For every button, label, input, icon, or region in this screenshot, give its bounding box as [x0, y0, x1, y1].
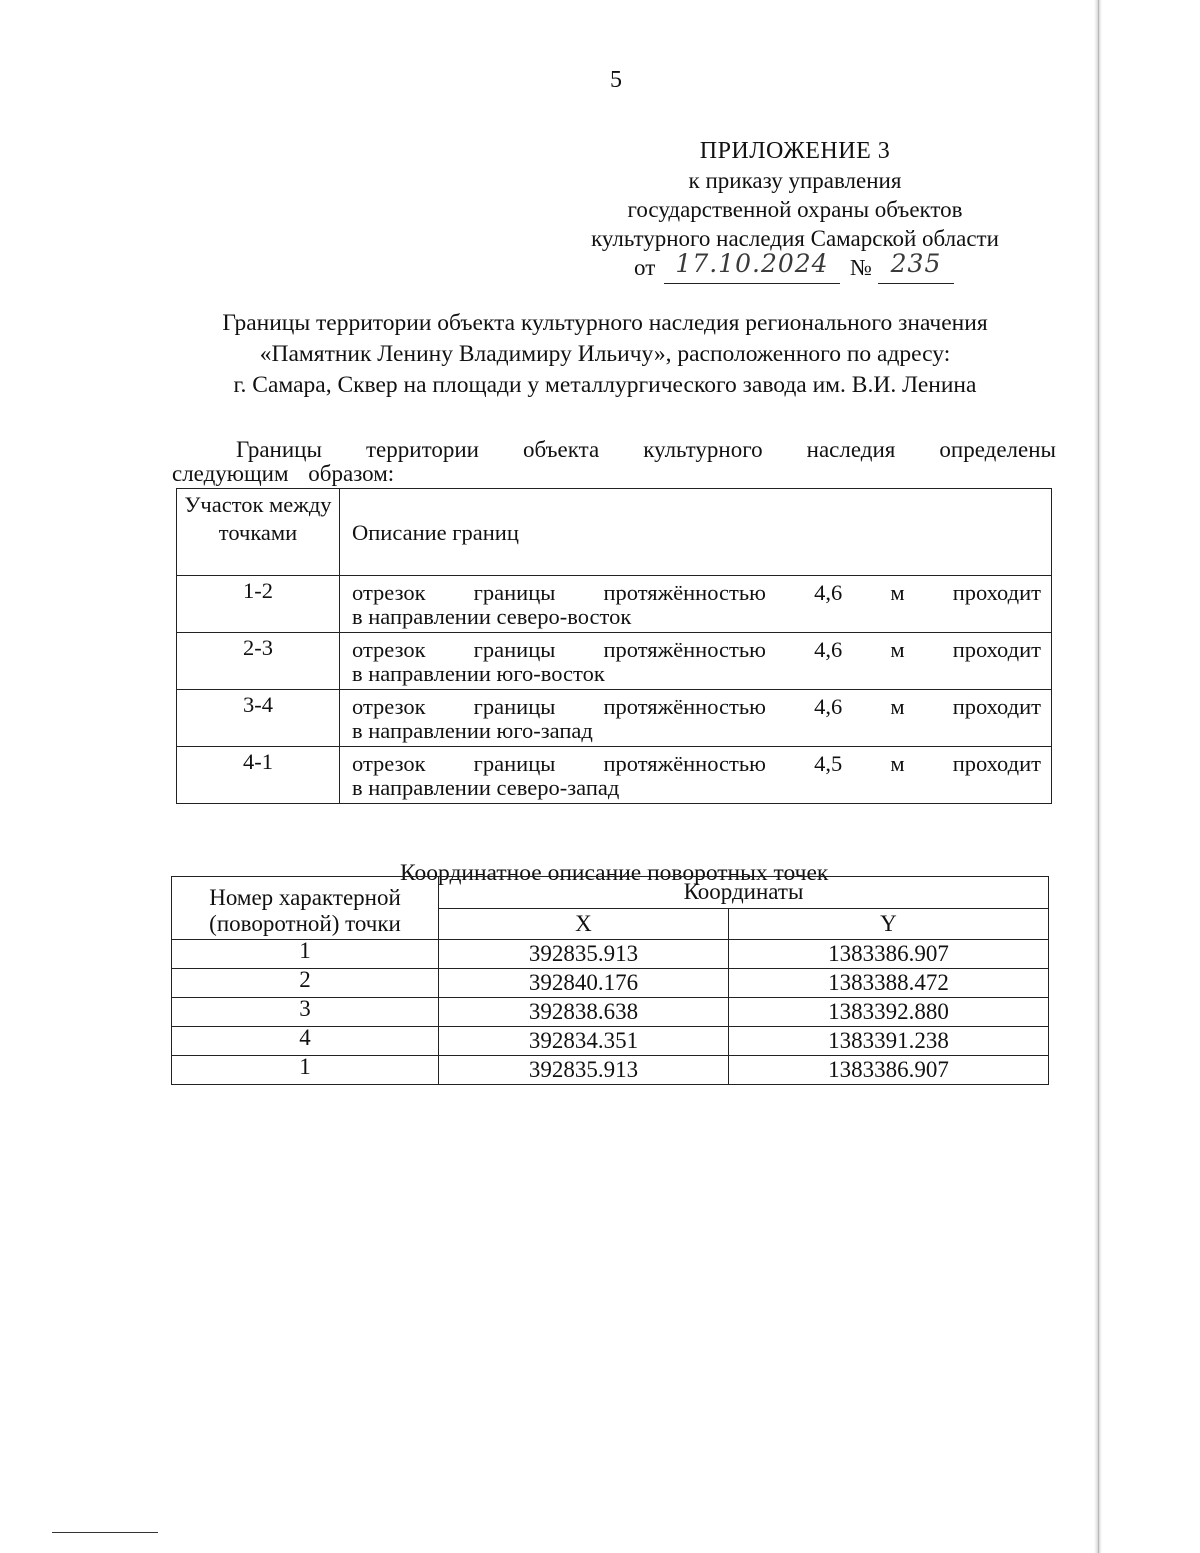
segment-cell: 1-2	[177, 576, 340, 633]
page-number: 5	[610, 67, 622, 93]
description-word: отрезок	[352, 637, 426, 662]
description-word: проходит	[952, 580, 1041, 605]
description-word: проходит	[952, 637, 1041, 662]
description-word: м	[890, 751, 905, 776]
table-row	[177, 690, 1052, 747]
description-word: м	[890, 637, 905, 662]
table-row	[172, 1056, 1049, 1085]
table-header-row	[177, 489, 1052, 576]
description-word: протяжённостью	[603, 694, 766, 719]
description-word: 4,6	[814, 694, 843, 719]
order-date-number-row	[540, 249, 1050, 289]
appendix-line: к приказу управления	[688, 168, 902, 193]
table-row	[172, 969, 1049, 998]
point-cell: 1	[172, 1056, 439, 1085]
table-header-row	[172, 877, 1049, 909]
description-second-line: в направлении северо-восток	[352, 604, 632, 629]
description-second-line: в направлении юго-запад	[352, 718, 593, 743]
coordinates-table	[171, 876, 1049, 1085]
table-row	[172, 998, 1049, 1027]
description-word: протяжённостью	[603, 637, 766, 662]
point-cell: 1	[172, 940, 439, 969]
description-word: границы	[473, 694, 556, 719]
heading-line: «Памятник Ленину Владимиру Ильичу», расположенного по адресу:	[259, 341, 951, 367]
description-word: протяжённостью	[603, 751, 766, 776]
appendix-title: ПРИЛОЖЕНИЕ 3	[699, 138, 891, 164]
header-coordinates: Координаты	[439, 877, 1049, 909]
intro-paragraph: Границы территории объекта культурного наследия определены следующим образом:	[172, 437, 1056, 486]
description-first-line	[352, 638, 1041, 662]
x-cell: 392840.176	[439, 969, 729, 998]
description-second-line: в направлении северо-запад	[352, 775, 620, 800]
description-word: 4,6	[814, 637, 843, 662]
description-cell	[340, 633, 1052, 690]
header-segment: Участок между точками	[177, 489, 340, 576]
segment-cell: 3-4	[177, 690, 340, 747]
point-cell: 3	[172, 998, 439, 1027]
x-cell: 392835.913	[439, 940, 729, 969]
description-word: м	[890, 694, 905, 719]
description-word: проходит	[952, 694, 1041, 719]
table-row	[172, 940, 1049, 969]
coordinates-title: Координатное описание поворотных точек	[400, 860, 829, 886]
y-cell: 1383386.907	[728, 940, 1048, 969]
y-cell: 1383388.472	[728, 969, 1048, 998]
heading-line: г. Самара, Сквер на площади у металлургического завода им. В.И. Ленина	[233, 372, 977, 398]
description-word: отрезок	[352, 580, 426, 605]
appendix-line: культурного наследия Самарской области	[591, 226, 999, 251]
header-x: X	[439, 908, 729, 940]
description-word: 4,6	[814, 580, 843, 605]
description-first-line	[352, 581, 1041, 605]
description-cell	[340, 576, 1052, 633]
description-word: границы	[473, 580, 556, 605]
header-point-number: Номер характерной (поворотной) точки	[172, 877, 439, 940]
table-row	[177, 633, 1052, 690]
description-word: отрезок	[352, 694, 426, 719]
header-description: Описание границ	[340, 489, 1052, 576]
x-cell: 392838.638	[439, 998, 729, 1027]
description-first-line	[352, 695, 1041, 719]
segment-cell: 2-3	[177, 633, 340, 690]
description-word: проходит	[952, 751, 1041, 776]
x-cell: 392835.913	[439, 1056, 729, 1085]
y-cell: 1383391.238	[728, 1027, 1048, 1056]
number-prefix: №	[850, 255, 872, 280]
description-cell	[340, 690, 1052, 747]
description-word: протяжённостью	[603, 580, 766, 605]
description-word: 4,5	[814, 751, 843, 776]
table-row	[177, 747, 1052, 804]
scan-edge-line	[1098, 0, 1099, 1553]
description-cell	[340, 747, 1052, 804]
appendix-block	[540, 136, 1050, 289]
description-word: отрезок	[352, 751, 426, 776]
date-prefix: от	[634, 255, 656, 280]
header-y: Y	[728, 908, 1048, 940]
y-cell: 1383392.880	[728, 998, 1048, 1027]
order-date: 17.10.2024	[664, 249, 840, 284]
segment-cell: 4-1	[177, 747, 340, 804]
document-heading	[150, 308, 1060, 401]
description-word: границы	[473, 751, 556, 776]
boundaries-table	[176, 488, 1052, 804]
description-second-line: в направлении юго-восток	[352, 661, 605, 686]
y-cell: 1383386.907	[728, 1056, 1048, 1085]
table-row	[177, 576, 1052, 633]
point-cell: 2	[172, 969, 439, 998]
table-row	[172, 1027, 1049, 1056]
footer-rule	[52, 1532, 158, 1533]
point-cell: 4	[172, 1027, 439, 1056]
heading-line: Границы территории объекта культурного наследия регионального значения	[222, 310, 988, 336]
appendix-line: государственной охраны объектов	[627, 197, 963, 222]
description-word: границы	[473, 637, 556, 662]
description-first-line	[352, 752, 1041, 776]
x-cell: 392834.351	[439, 1027, 729, 1056]
description-word: м	[890, 580, 905, 605]
order-number: 235	[878, 249, 954, 284]
